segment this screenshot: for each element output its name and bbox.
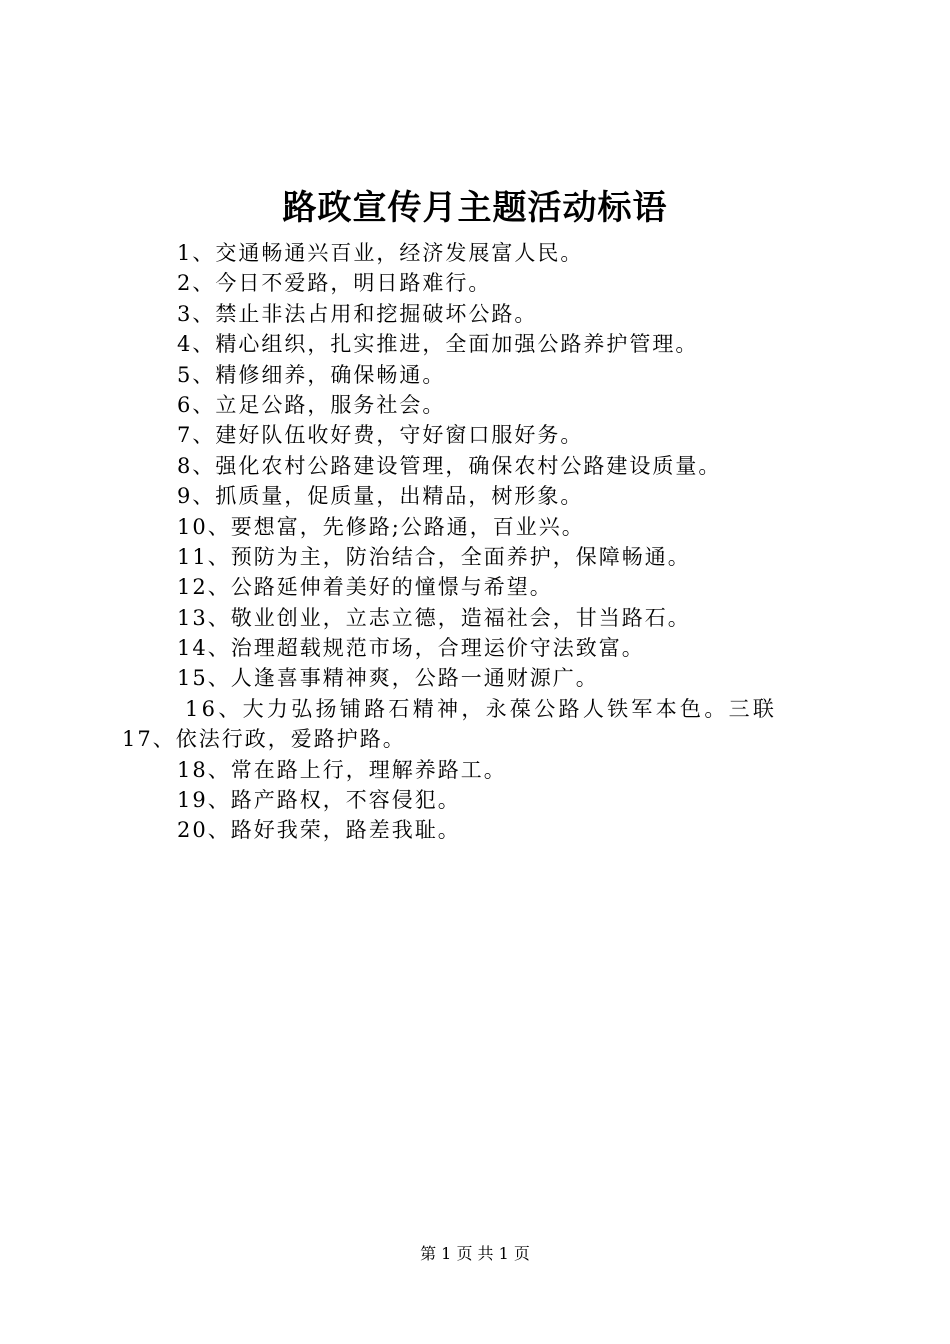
slogan-line: 16、大力弘扬铺路石精神，永葆公路人铁军本色。三联 bbox=[185, 696, 778, 721]
slogan-line: 12、公路延伸着美好的憧憬与希望。 bbox=[177, 575, 553, 600]
slogan-line: 2、今日不爱路，明日路难行。 bbox=[177, 271, 492, 296]
slogan-line: 1、交通畅通兴百业，经济发展富人民。 bbox=[177, 241, 584, 265]
slogan-line: 19、路产路权，不容侵犯。 bbox=[177, 788, 461, 813]
slogan-line: 6、立足公路，服务社会。 bbox=[177, 392, 446, 417]
slogan-line: 17、依法行政，爱路护路。 bbox=[122, 727, 406, 752]
slogan-line: 4、精心组织，扎实推进，全面加强公路养护管理。 bbox=[177, 332, 699, 357]
page-footer: 第 1 页 共 1 页 bbox=[420, 1244, 530, 1263]
slogan-line: 18、常在路上行，理解养路工。 bbox=[177, 757, 507, 782]
slogan-line: 11、预防为主，防治结合，全面养护，保障畅通。 bbox=[177, 544, 691, 569]
slogan-line: 7、建好队伍收好费，守好窗口服好务。 bbox=[177, 423, 584, 448]
slogan-list bbox=[122, 238, 842, 846]
slogan-line: 9、抓质量，促质量，出精品，树形象。 bbox=[177, 484, 584, 509]
slogan-line: 13、敬业创业，立志立德，造福社会，甘当路石。 bbox=[177, 605, 691, 630]
slogan-line: 10、要想富，先修路;公路通，百业兴。 bbox=[177, 514, 585, 539]
slogan-line: 14、治理超载规范市场，合理运价守法致富。 bbox=[177, 636, 645, 661]
slogan-line: 8、强化农村公路建设管理，确保农村公路建设质量。 bbox=[177, 453, 722, 478]
slogan-line: 15、人逢喜事精神爽，公路一通财源广。 bbox=[177, 666, 599, 691]
slogan-line: 20、路好我荣，路差我耻。 bbox=[177, 818, 461, 843]
slogan-line: 5、精修细养，确保畅通。 bbox=[177, 362, 446, 387]
slogan-line: 3、禁止非法占用和挖掘破坏公路。 bbox=[177, 301, 538, 326]
document-title: 路政宣传月主题活动标语 bbox=[282, 188, 668, 228]
